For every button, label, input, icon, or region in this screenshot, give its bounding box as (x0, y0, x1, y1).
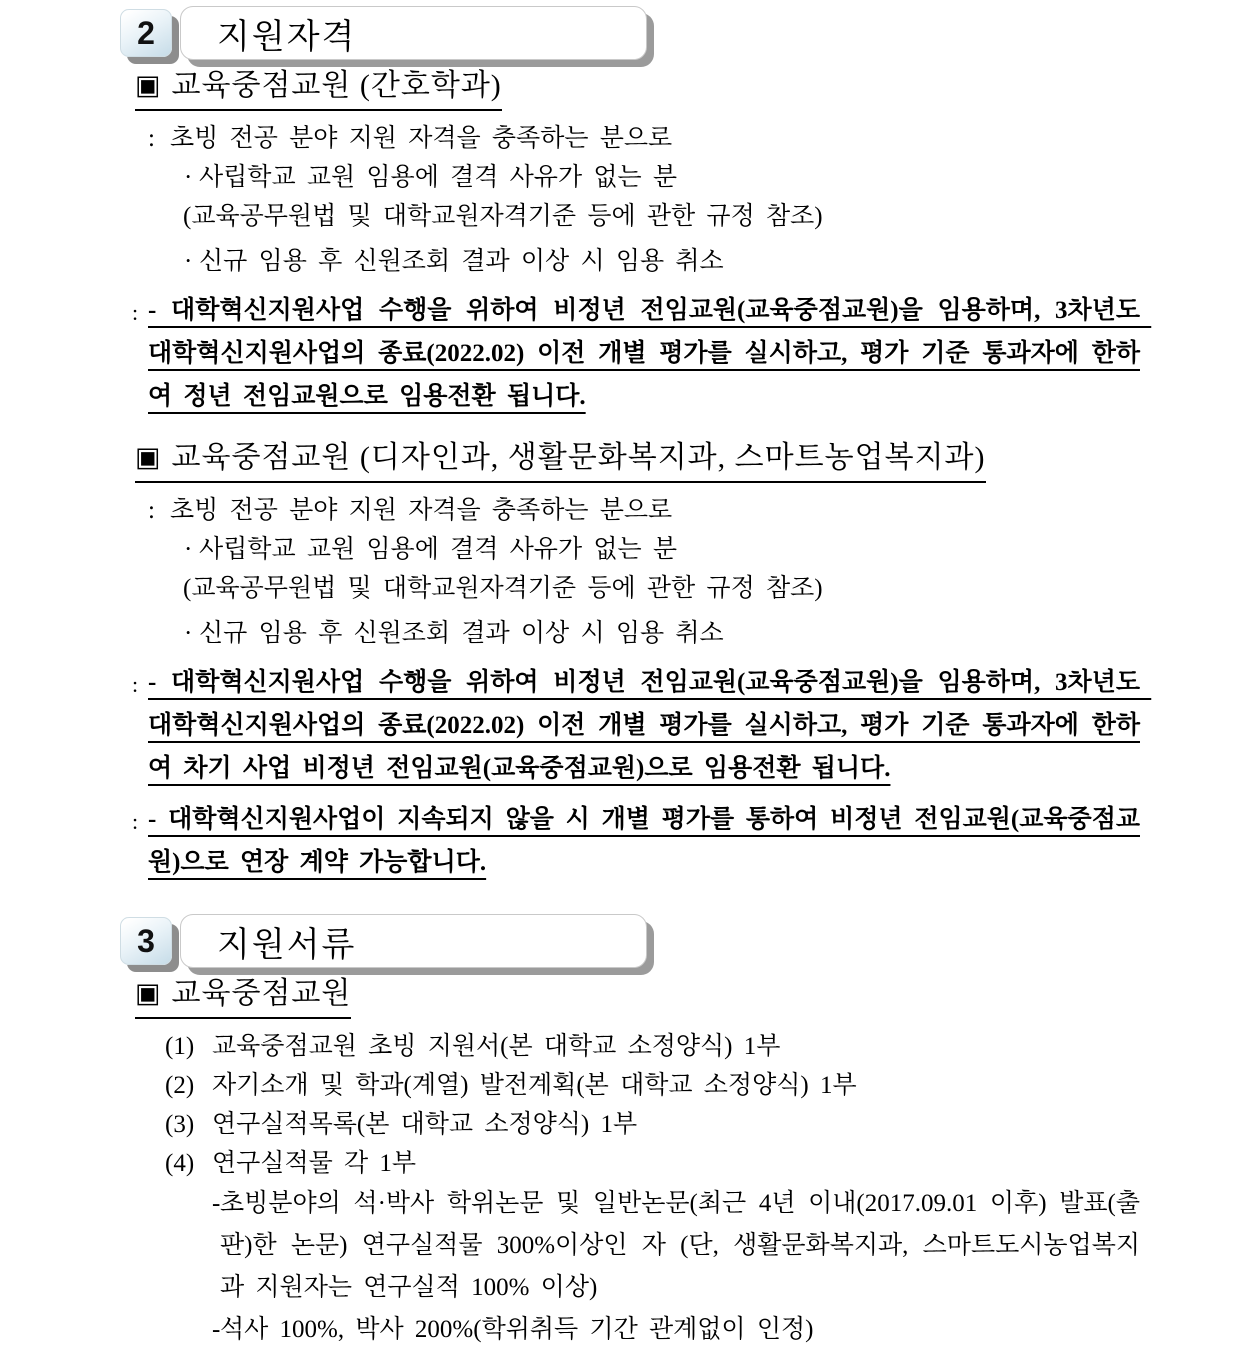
list-item (120, 491, 1140, 530)
list-item (120, 289, 1152, 418)
item-text: (교육공무원법 및 대학교원자격기준 등에 관한 규정 참조) (183, 203, 823, 230)
section-title-box (180, 914, 647, 968)
item-text: 사립학교 교원 임용에 결격 사유가 없는 분 (199, 164, 678, 191)
item-text: 사립학교 교원 임용에 결격 사유가 없는 분 (199, 536, 678, 563)
item-marker: · (184, 248, 193, 275)
item-text: (교육공무원법 및 대학교원자격기준 등에 관한 규정 참조) (183, 575, 823, 602)
item-marker: : (148, 125, 155, 152)
list-item (120, 158, 1140, 197)
item-text: 초빙분야의 석·박사 학위논문 및 일반논문(최근 4년 이내(2017.09.01 이후) 발표(출판)한 논문) 연구실적물 300%이상인 자 (단, 생활문화복지과, 스마트도시농업복지과 지원자는 연구실적 100% 이상) (220, 1190, 1140, 1301)
subsection-heading-text: 교육중점교원 (디자인과, 생활문화복지과, 스마트농업복지과) (171, 441, 986, 474)
section-title-box (180, 6, 647, 60)
item-text: 자기소개 및 학과(계열) 발전계획(본 대학교 소정양식) 1부 (212, 1072, 857, 1099)
section (120, 6, 1152, 884)
item-text: - 대학혁신지원사업이 지속되지 않을 시 개별 평가를 통하여 비정년 전임교원(교육중점교원)으로 연장 계약 가능합니다. (148, 806, 1140, 876)
item-marker: · (184, 620, 193, 647)
item-marker: - (212, 1316, 221, 1343)
section-number-badge: 3 (120, 917, 172, 965)
subsection-heading-text: 교육중점교원 (171, 977, 352, 1010)
subsection-heading (135, 68, 502, 111)
section-title: 지원서류 (217, 926, 357, 964)
square-bullet-icon: ▣ (135, 70, 162, 100)
item-text: 신규 임용 후 신원조회 결과 이상 시 임용 취소 (199, 620, 724, 647)
list-item (120, 1144, 1140, 1183)
section-header (120, 6, 1140, 64)
section-number-badge: 2 (120, 9, 172, 57)
list-item (120, 1027, 1140, 1066)
list-item (120, 798, 1140, 884)
list-item (120, 242, 1140, 281)
list-item (120, 1066, 1140, 1105)
list-item (120, 530, 1140, 569)
item-marker: : (132, 672, 139, 697)
item-marker: : (132, 300, 139, 325)
item-marker: (3) (165, 1111, 195, 1138)
subsection (120, 418, 1152, 884)
item-marker: : (132, 809, 139, 834)
item-marker: : (148, 497, 155, 524)
item-text: 연구실적목록(본 대학교 소정양식) 1부 (212, 1111, 638, 1138)
item-marker: (2) (165, 1072, 195, 1099)
section-title: 지원자격 (217, 18, 357, 56)
list-item (120, 197, 1140, 236)
item-text: - 대학혁신지원사업 수행을 위하여 비정년 전임교원(교육중점교원)을 임용하며, 3차년도 대학혁신지원사업의 종료(2022.02) 이전 개별 평가를 실시하고, 평가 기준 통과자에 한하여 정년 전임교원으로 임용전환 됩니다. (148, 297, 1152, 410)
item-text: - 대학혁신지원사업 수행을 위하여 비정년 전임교원(교육중점교원)을 임용하며, 3차년도 대학혁신지원사업의 종료(2022.02) 이전 개별 평가를 실시하고, 평가 기준 통과자에 한하여 차기 사업 비정년 전임교원(교육중점교원)으로 임용전환 됩니다. (148, 669, 1152, 782)
item-marker: · (184, 536, 193, 563)
item-text: 초빙 전공 분야 지원 자격을 충족하는 분으로 (170, 125, 673, 152)
list-item (120, 661, 1152, 790)
item-marker: (1) (165, 1033, 195, 1060)
item-list (120, 491, 1152, 884)
list-item (120, 1309, 1140, 1351)
item-text: 초빙 전공 분야 지원 자격을 충족하는 분으로 (170, 497, 673, 524)
subsection-heading-text: 교육중점교원 (간호학과) (171, 69, 502, 102)
item-text: 신규 임용 후 신원조회 결과 이상 시 임용 취소 (199, 248, 724, 275)
subsection (120, 972, 1140, 1351)
list-item (120, 614, 1140, 653)
square-bullet-icon: ▣ (135, 442, 162, 472)
section-header (120, 914, 1140, 972)
square-bullet-icon: ▣ (135, 978, 162, 1008)
list-item (120, 119, 1140, 158)
list-item (120, 569, 1140, 608)
item-list (120, 1027, 1140, 1351)
subsection-heading (135, 440, 986, 483)
item-text: 연구실적물 각 1부 (212, 1150, 417, 1177)
list-item (120, 1183, 1140, 1309)
item-marker: - (212, 1190, 221, 1217)
item-list (120, 119, 1152, 418)
item-marker: (4) (165, 1150, 195, 1177)
subsection-heading (135, 976, 351, 1019)
subsection (120, 64, 1152, 418)
section (120, 914, 1140, 1351)
item-text: 교육중점교원 초빙 지원서(본 대학교 소정양식) 1부 (212, 1033, 781, 1060)
item-marker: · (184, 164, 193, 191)
list-item (120, 1105, 1140, 1144)
item-text: 석사 100%, 박사 200%(학위취득 기간 관계없이 인정) (220, 1316, 814, 1343)
